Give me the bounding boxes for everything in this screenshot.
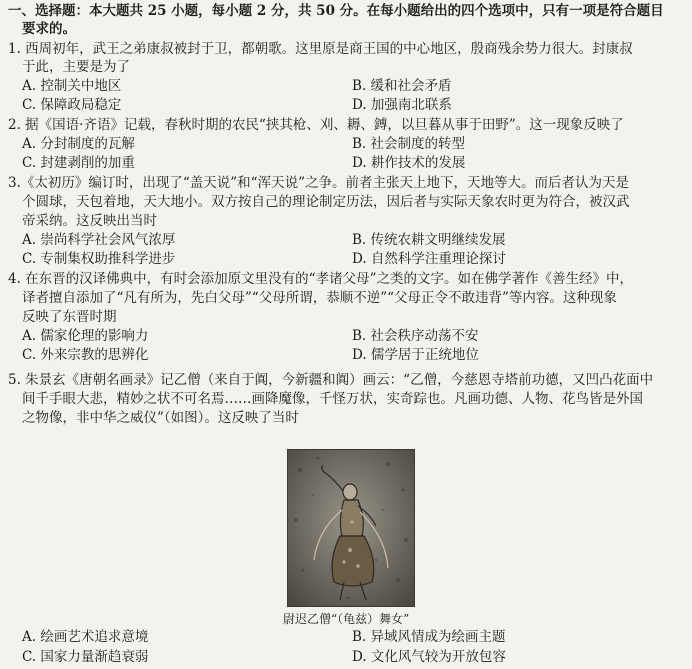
q5-stem-line2: 间千手眼大悲，精妙之状不可名焉……画降魔像，千怪万状，实奇踪也。凡画功德、人物、花鸟皆是外国 [22,391,643,407]
q3-option-c: C. 专制集权助推科学进步 [22,251,176,267]
q3-stem-line3: 帝采纳。这反映出当时 [22,213,157,229]
q2-option-a: A. 分封制度的瓦解 [22,136,135,152]
q4-stem-line2: 译者擅自添加了“凡有所为，先白父母”“父母所谓，恭顺不逆”“父母正令不敢违背”等内容。这种现象 [22,290,617,306]
q3-option-a: A. 崇尚科学社会风气浓厚 [22,232,176,248]
q5-option-a: A. 绘画艺术追求意境 [22,629,149,645]
dancer-mural-image [288,450,414,606]
q4-stem-line3: 反映了东晋时期 [22,309,117,325]
q1-stem-line2: 于此，主要是为了 [22,59,130,75]
q4-option-d: D. 儒学居于正统地位 [352,347,479,363]
q5-option-c: C. 国家力量渐趋衰弱 [22,649,149,665]
q4-option-b: B. 社会秩序动荡不安 [352,328,479,344]
q2-option-c: C. 封建剥削的加重 [22,155,135,171]
q4-stem-line1: 4. 在东晋的汉译佛典中，有时会添加原文里没有的“孝诸父母”之类的文字。如在佛学著作《善生经》中， [8,271,633,287]
q5-stem-line3: 之物像，非中华之威仪”（如图）。这反映了当时 [22,410,299,426]
q3-stem-line2: 个圆球，天包着地，天大地小。双方按自己的理论制定历法，因后者与实际天象农时更为符合，被汉武 [22,194,630,210]
q1-option-c: C. 保障政局稳定 [22,97,122,113]
q3-option-d: D. 自然科学注重理论探讨 [352,251,506,267]
q5-option-b: B. 异域风情成为绘画主题 [352,629,506,645]
q3-option-b: B. 传统农耕文明继续发展 [352,232,506,248]
dancer-mural-figure [287,449,415,607]
q5-option-d: D. 文化风气较为开放包容 [352,649,506,665]
q5-stem-line1: 5. 朱景玄《唐朝名画录》记乙僧（来自于阗，今新疆和阗）画云：“乙僧，今慈恩寺塔前功德，又凹凸花面中 [8,372,654,388]
q1-option-a: A. 控制关中地区 [22,78,122,94]
q3-stem-line1: 3.《太初历》编订时，出现了“盖天说”和“浑天说”之争。前者主张天上地下，天地等大。而后者认为天是 [8,175,629,191]
q1-option-b: B. 缓和社会矛盾 [352,78,452,94]
figure-caption: 尉迟乙僧“（龟兹）舞女” [283,612,410,626]
q2-stem-line1: 2. 据《国语·齐语》记载，春秋时期的农民“挟其枪、刈、耨、鎛，以旦暮从事于田野”。这一现象反映了 [8,117,624,133]
q1-option-d: D. 加强南北联系 [352,97,452,113]
section-header-line1: 一、选择题：本大题共 25 小题，每小题 2 分，共 50 分。在每小题给出的四个选项中，只有一项是符合题目 [8,3,664,19]
q2-option-d: D. 耕作技术的发展 [352,155,466,171]
q4-option-c: C. 外来宗教的思辨化 [22,347,149,363]
q2-option-b: B. 社会制度的转型 [352,136,466,152]
q1-stem-line1: 1. 西周初年，武王之弟康叔被封于卫，都朝歌。这里原是商王国的中心地区，殷商残余势力很大。封康叔 [8,41,633,57]
section-header-line2: 要求的。 [22,21,76,37]
q4-option-a: A. 儒家伦理的影响力 [22,328,149,344]
